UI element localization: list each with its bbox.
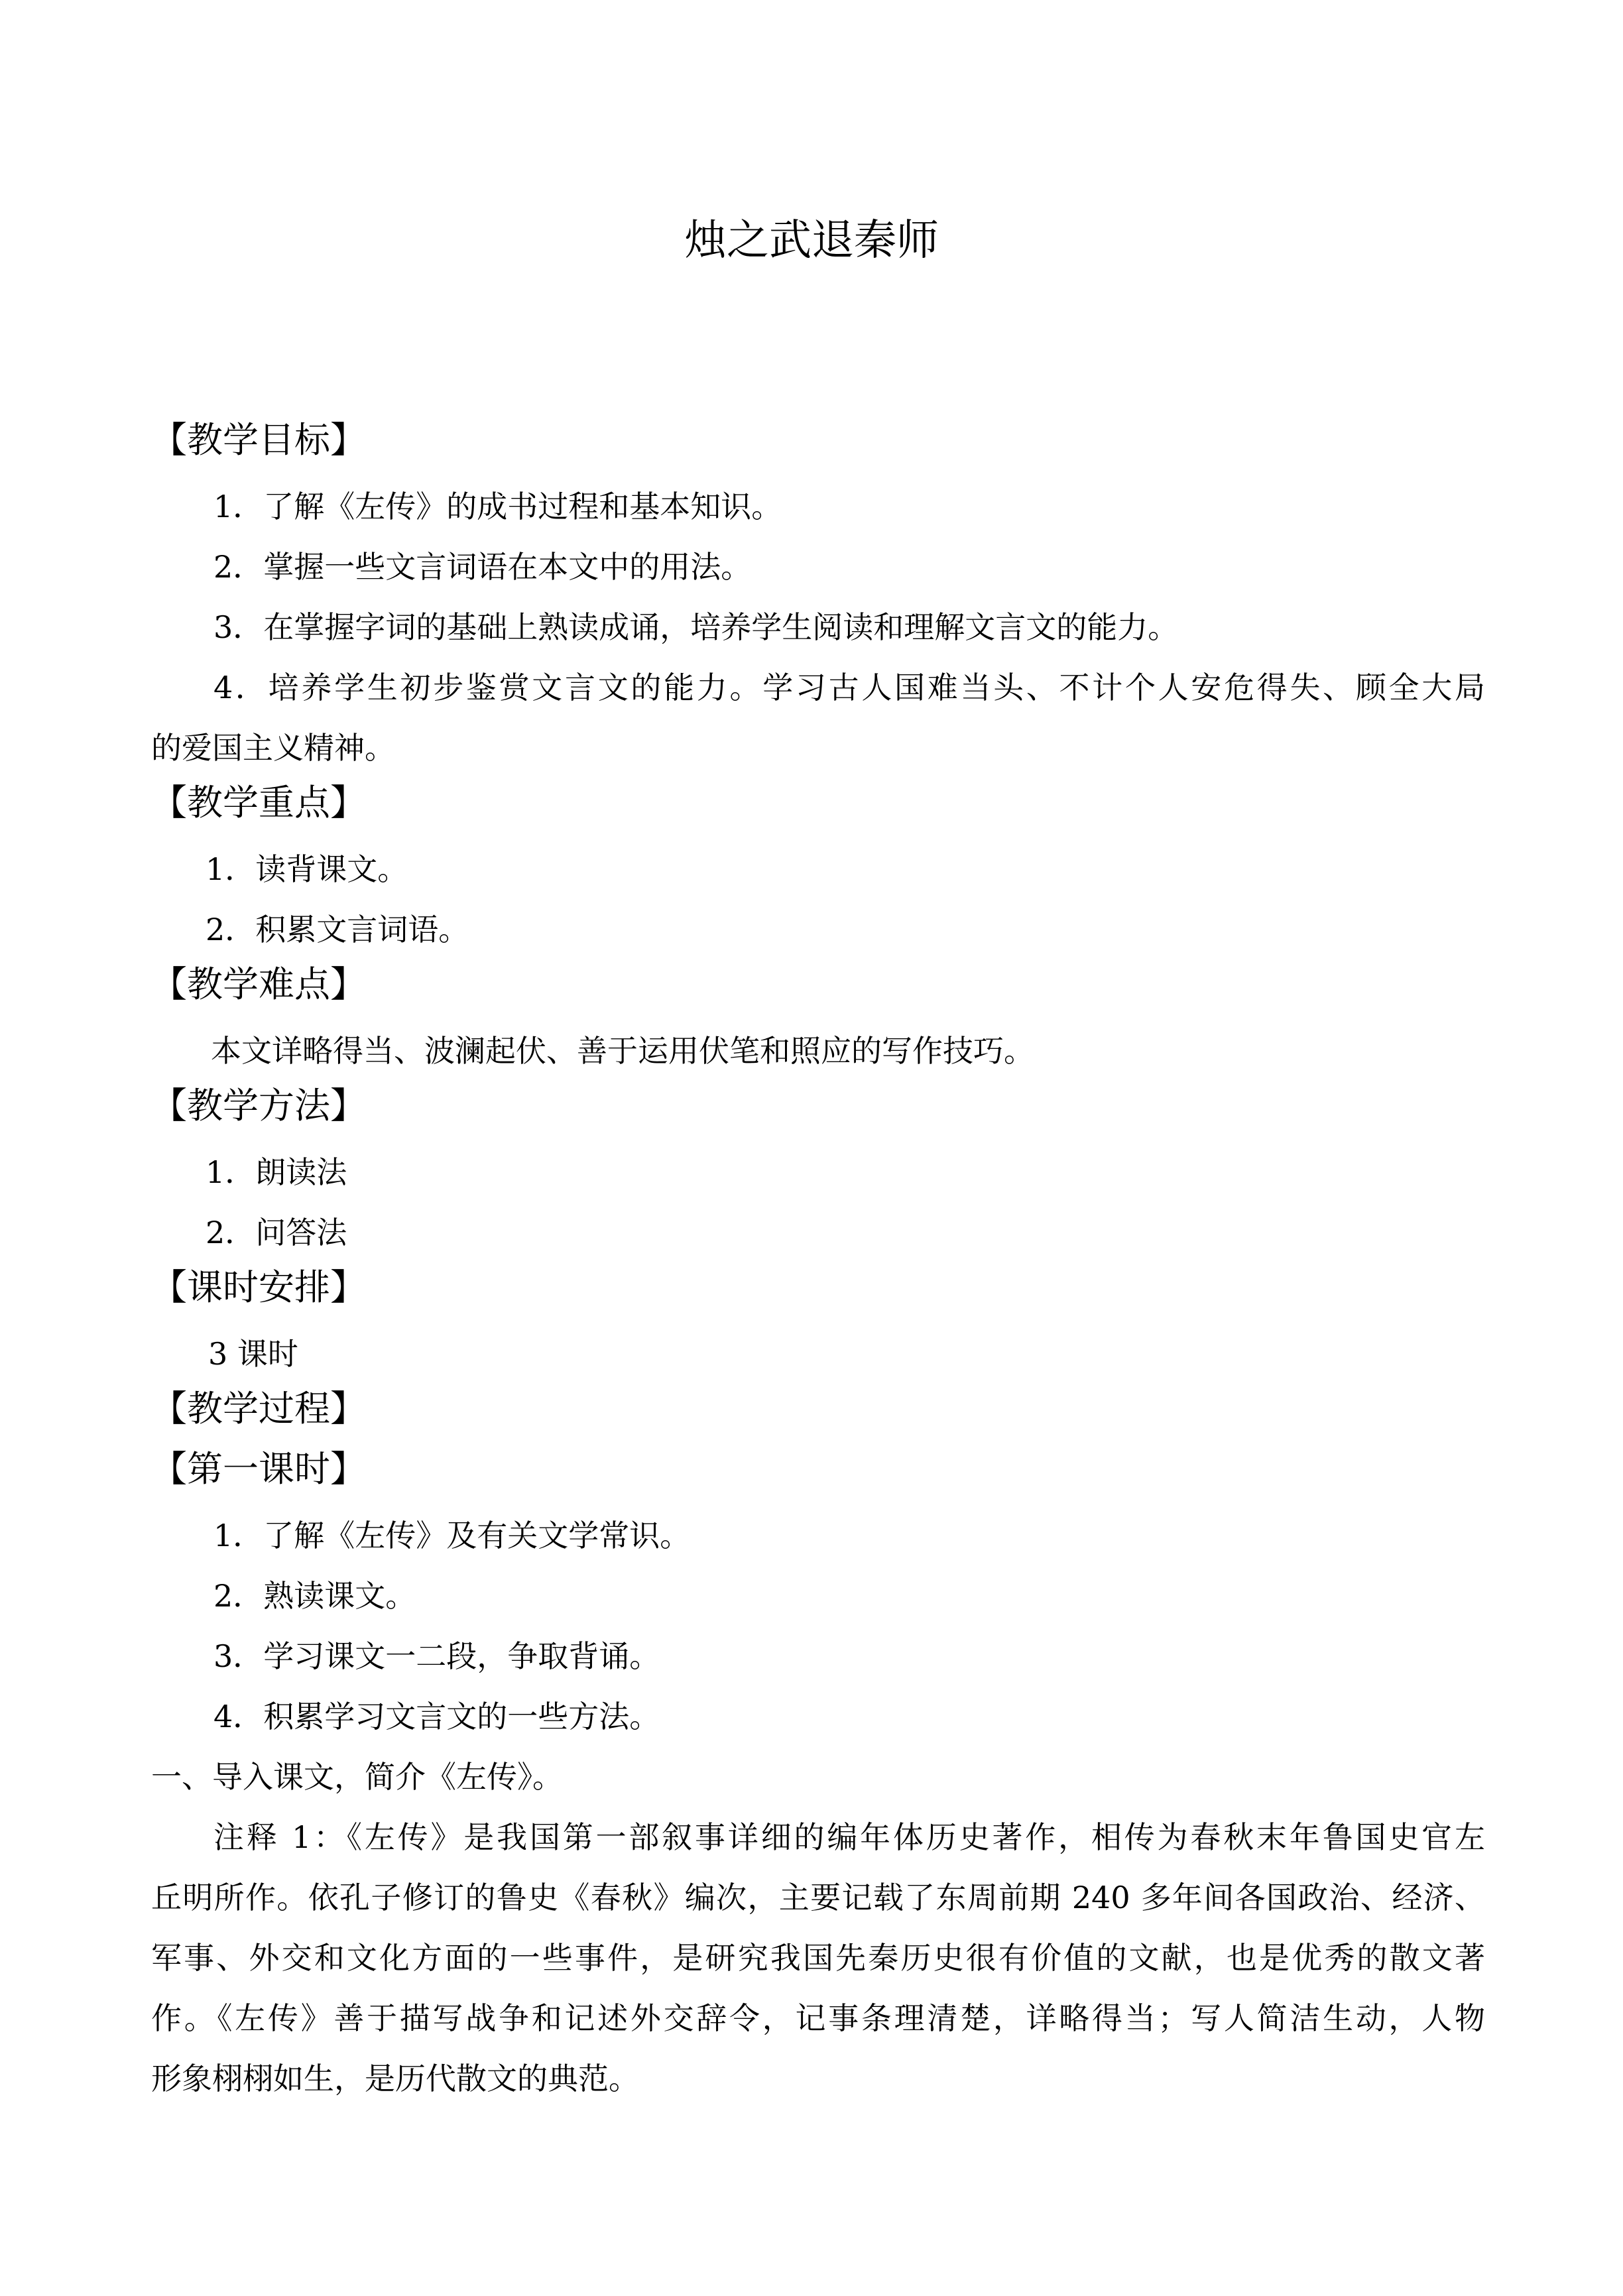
lesson1-step-1: 一、导入课文，简介《左传》。 [151, 1759, 563, 1795]
heading-process: 【教学过程】 [151, 1388, 366, 1429]
objective-item-2: 2．掌握一些文言词语在本文中的用法。 [213, 549, 752, 585]
heading-key-points-label: 教学重点 [187, 782, 330, 823]
note-line-2: 丘明所作。依孔子修订的鲁史《春秋》编次，主要记载了东周前期 240 多年间各国政治、经济、 [151, 1880, 1485, 1915]
lesson1-item-2: 2．熟读课文。 [213, 1578, 416, 1614]
note-line-5: 形象栩栩如生，是历代散文的典范。 [151, 2061, 639, 2096]
objective-item-1: 1．了解《左传》的成书过程和基本知识。 [213, 489, 782, 524]
heading-methods-label: 教学方法 [187, 1085, 330, 1126]
schedule-text: 3 课时 [208, 1336, 298, 1372]
heading-difficulties-label: 教学难点 [187, 963, 330, 1005]
heading-process-label: 教学过程 [187, 1388, 330, 1429]
note-line-3: 军事、外交和文化方面的一些事件，是研究我国先秦历史很有价值的文献，也是优秀的散文著 [151, 1940, 1485, 1976]
difficulties-text: 本文详略得当、波澜起伏、善于运用伏笔和照应的写作技巧。 [211, 1033, 1034, 1069]
heading-difficulties: 【教学难点】 [151, 963, 366, 1005]
lesson1-item-1: 1．了解《左传》及有关文学常识。 [213, 1518, 691, 1553]
key-point-item-2: 2．积累文言词语。 [206, 912, 469, 947]
heading-methods: 【教学方法】 [151, 1085, 366, 1126]
objective-item-4-cont: 的爱国主义精神。 [151, 730, 395, 766]
page-title: 烛之武退秦师 [684, 216, 939, 265]
lesson1-item-4: 4．积累学习文言文的一些方法。 [213, 1699, 660, 1734]
heading-lesson1: 【第一课时】 [151, 1448, 366, 1490]
note-line-1: 注释 1：《左传》是我国第一部叙事详细的编年体历史著作，相传为春秋末年鲁国史官左 [213, 1819, 1485, 1855]
heading-schedule: 【课时安排】 [151, 1266, 366, 1308]
objective-item-4: 4．培养学生初步鉴赏文言文的能力。学习古人国难当头、不计个人安危得失、顾全大局 [213, 670, 1485, 705]
heading-key-points: 【教学重点】 [151, 782, 366, 823]
heading-objectives-label: 教学目标 [187, 419, 330, 461]
note-line-4: 作。《左传》善于描写战争和记述外交辞令，记事条理清楚，详略得当；写人简洁生动，人物 [151, 2000, 1485, 2036]
objective-item-3: 3．在掌握字词的基础上熟读成诵，培养学生阅读和理解文言文的能力。 [213, 609, 1179, 645]
heading-objectives: 【教学目标】 [151, 419, 366, 461]
method-item-1: 1．朗读法 [206, 1154, 347, 1190]
key-point-item-1: 1．读背课文。 [206, 851, 408, 887]
heading-lesson1-label: 第一课时 [187, 1448, 330, 1490]
method-item-2: 2．问答法 [206, 1215, 347, 1250]
lesson1-item-3: 3．学习课文一二段，争取背诵。 [213, 1638, 660, 1674]
heading-schedule-label: 课时安排 [187, 1266, 330, 1308]
